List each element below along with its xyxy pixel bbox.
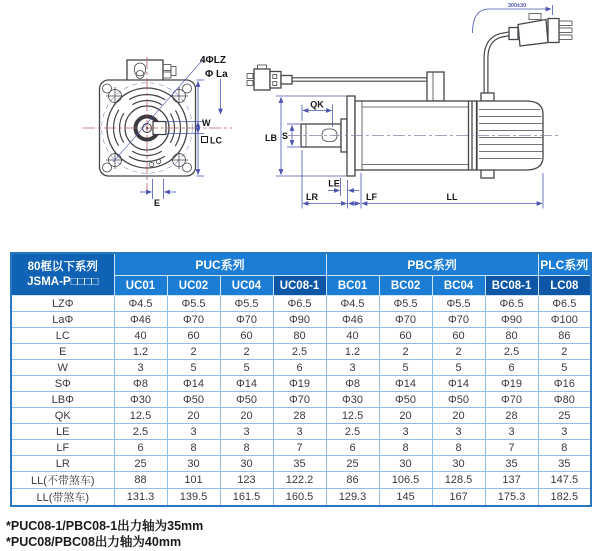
row-label: LaΦ (11, 312, 114, 328)
cell: 88 (114, 472, 167, 489)
cell: 35 (485, 456, 538, 472)
row-label: LE (11, 424, 114, 440)
footnote-2: *PUC08/PBC08出力轴为40mm (6, 534, 182, 549)
cell: 139.5 (167, 489, 220, 507)
cell: Φ4.5 (326, 296, 379, 312)
cell: 6 (273, 360, 326, 376)
cell: Φ6.5 (485, 296, 538, 312)
cell: 101 (167, 472, 220, 489)
row-label: LC (11, 328, 114, 344)
label-cable-length: 300±30 (507, 3, 527, 9)
cell: 86 (538, 328, 591, 344)
column-header: BC02 (379, 276, 432, 296)
cell: Φ50 (432, 392, 485, 408)
cell: 6 (326, 440, 379, 456)
cell: 25 (114, 456, 167, 472)
cell: 40 (114, 328, 167, 344)
cell: 80 (485, 328, 538, 344)
series-group-header: PUC系列 (114, 253, 326, 276)
cell: 12.5 (326, 408, 379, 424)
cell: 3 (167, 424, 220, 440)
cell: Φ46 (114, 312, 167, 328)
label-lb: LB (265, 133, 277, 143)
cell: 20 (432, 408, 485, 424)
cell: 8 (538, 440, 591, 456)
cell: Φ5.5 (220, 296, 273, 312)
cell: 80 (273, 328, 326, 344)
column-header: UC02 (167, 276, 220, 296)
cell: Φ14 (220, 376, 273, 392)
cell: 60 (220, 328, 273, 344)
cell: Φ14 (432, 376, 485, 392)
footnote-1: *PUC08-1/PBC08-1出力轴为35mm (6, 519, 204, 533)
table-row (11, 456, 591, 472)
row-label: LL(不带煞车) (11, 472, 114, 489)
cell: Φ5.5 (167, 296, 220, 312)
cell: Φ30 (326, 392, 379, 408)
cell: 2 (220, 344, 273, 360)
table-body (11, 296, 591, 507)
column-header: UC01 (114, 276, 167, 296)
label-le: LE (328, 178, 340, 189)
series-group-header: PLC系列 (538, 253, 591, 276)
cell: Φ19 (485, 376, 538, 392)
cell: 8 (432, 440, 485, 456)
table-row (11, 424, 591, 440)
label-lc: LC (210, 135, 222, 146)
front-view (83, 55, 232, 208)
cell: 2.5 (114, 424, 167, 440)
cell: 25 (538, 408, 591, 424)
cell: Φ4.5 (114, 296, 167, 312)
cell: 20 (220, 408, 273, 424)
footnotes (6, 519, 203, 550)
cell: 129.3 (326, 489, 379, 507)
table-row (11, 360, 591, 376)
cell: 86 (326, 472, 379, 489)
cell: 30 (167, 456, 220, 472)
cell: 8 (167, 440, 220, 456)
cell: Φ14 (379, 376, 432, 392)
cell: 2.5 (326, 424, 379, 440)
cell: Φ46 (326, 312, 379, 328)
cell: 5 (220, 360, 273, 376)
cell: 5 (167, 360, 220, 376)
table-row (11, 408, 591, 424)
label-s: S (281, 131, 288, 141)
cell: Φ8 (326, 376, 379, 392)
cell: 131.3 (114, 489, 167, 507)
cell: 2 (538, 344, 591, 360)
cell: 128.5 (432, 472, 485, 489)
cell: 20 (167, 408, 220, 424)
cell: Φ30 (114, 392, 167, 408)
label-la: Φ La (205, 69, 228, 80)
table-row (11, 296, 591, 312)
cell: 3 (432, 424, 485, 440)
table-row (11, 312, 591, 328)
cell: 8 (379, 440, 432, 456)
cell: 167 (432, 489, 485, 507)
cell: 30 (432, 456, 485, 472)
cell: Φ19 (273, 376, 326, 392)
label-lr: LR (306, 192, 318, 202)
cell: 28 (273, 408, 326, 424)
cell: 3 (538, 424, 591, 440)
cell: 60 (379, 328, 432, 344)
cell: 145 (379, 489, 432, 507)
label-qk: QK (310, 99, 324, 110)
cell: 123 (220, 472, 273, 489)
corner-header (11, 253, 114, 296)
square-symbol (202, 137, 208, 143)
spec-table (10, 252, 592, 507)
table-row (11, 344, 591, 360)
row-label: E (11, 344, 114, 360)
cell: 20 (379, 408, 432, 424)
cell: Φ6.5 (538, 296, 591, 312)
cell: 60 (167, 328, 220, 344)
cell: Φ50 (220, 392, 273, 408)
cell: Φ70 (167, 312, 220, 328)
label-ll: LL (446, 192, 458, 202)
cell: 147.5 (538, 472, 591, 489)
row-label: LL(带煞车) (11, 489, 114, 507)
corner-line1: 80框以下系列 (27, 260, 98, 273)
cell: 6 (114, 440, 167, 456)
corner-line2: JSMA-P□□□□ (27, 275, 99, 288)
cell: Φ80 (538, 392, 591, 408)
row-label: W (11, 360, 114, 376)
cell: Φ5.5 (379, 296, 432, 312)
label-w: W (202, 118, 211, 128)
cell: 3 (273, 424, 326, 440)
cell: 30 (379, 456, 432, 472)
cell: 6 (485, 360, 538, 376)
cell: 3 (485, 424, 538, 440)
row-label: QK (11, 408, 114, 424)
cell: 160.5 (273, 489, 326, 507)
cell: 7 (485, 440, 538, 456)
group-header-row (11, 253, 591, 276)
cell: Φ70 (273, 392, 326, 408)
cell: 60 (432, 328, 485, 344)
cell: 35 (538, 456, 591, 472)
terminal-box (127, 60, 176, 81)
column-header: BC08-1 (485, 276, 538, 296)
cell: 5 (379, 360, 432, 376)
cell: 3 (379, 424, 432, 440)
label-lf: LF (366, 192, 377, 202)
cell: 35 (273, 456, 326, 472)
label-e: E (154, 198, 161, 208)
cell: 5 (432, 360, 485, 376)
series-group-header: PBC系列 (326, 253, 538, 276)
cell: Φ70 (485, 392, 538, 408)
table-row (11, 376, 591, 392)
row-label: LR (11, 456, 114, 472)
table-row (11, 472, 591, 489)
column-header: UC08-1 (273, 276, 326, 296)
row-label: LBΦ (11, 392, 114, 408)
column-header: BC01 (326, 276, 379, 296)
cell: 2 (167, 344, 220, 360)
cell: 40 (326, 328, 379, 344)
cell: 3 (326, 360, 379, 376)
column-header: UC04 (220, 276, 273, 296)
table-row (11, 392, 591, 408)
cell: 3 (220, 424, 273, 440)
cell: 28 (485, 408, 538, 424)
cell: Φ70 (432, 312, 485, 328)
cell: 1.2 (114, 344, 167, 360)
cell: 25 (326, 456, 379, 472)
cell: Φ5.5 (432, 296, 485, 312)
row-label: LF (11, 440, 114, 456)
row-label: LZΦ (11, 296, 114, 312)
table-row (11, 489, 591, 507)
cell: Φ16 (538, 376, 591, 392)
cell: 8 (220, 440, 273, 456)
column-header: LC08 (538, 276, 591, 296)
cell: Φ14 (167, 376, 220, 392)
cell: 3 (114, 360, 167, 376)
column-header: BC04 (432, 276, 485, 296)
power-cable (486, 14, 572, 95)
motor-dimension-drawing (0, 0, 600, 250)
cell: 175.3 (485, 489, 538, 507)
cell: 1.2 (326, 344, 379, 360)
side-view (247, 3, 572, 209)
cell: 122.2 (273, 472, 326, 489)
cell: 106.5 (379, 472, 432, 489)
cell: 7 (273, 440, 326, 456)
cell: Φ100 (538, 312, 591, 328)
cell: 182.5 (538, 489, 591, 507)
cell: 2.5 (273, 344, 326, 360)
cell: Φ90 (273, 312, 326, 328)
cell: 2 (432, 344, 485, 360)
cell: 12.5 (114, 408, 167, 424)
cell: 5 (538, 360, 591, 376)
row-label: SΦ (11, 376, 114, 392)
cell: 2.5 (485, 344, 538, 360)
cell: Φ6.5 (273, 296, 326, 312)
cell: 161.5 (220, 489, 273, 507)
table-row (11, 440, 591, 456)
cell: Φ70 (379, 312, 432, 328)
cell: Φ8 (114, 376, 167, 392)
cell: Φ50 (167, 392, 220, 408)
cell: Φ90 (485, 312, 538, 328)
label-holes: 4ΦLZ (200, 55, 226, 66)
cell: 30 (220, 456, 273, 472)
cell: 137 (485, 472, 538, 489)
cell: 2 (379, 344, 432, 360)
cell: Φ70 (220, 312, 273, 328)
table-row (11, 328, 591, 344)
cell: Φ50 (379, 392, 432, 408)
